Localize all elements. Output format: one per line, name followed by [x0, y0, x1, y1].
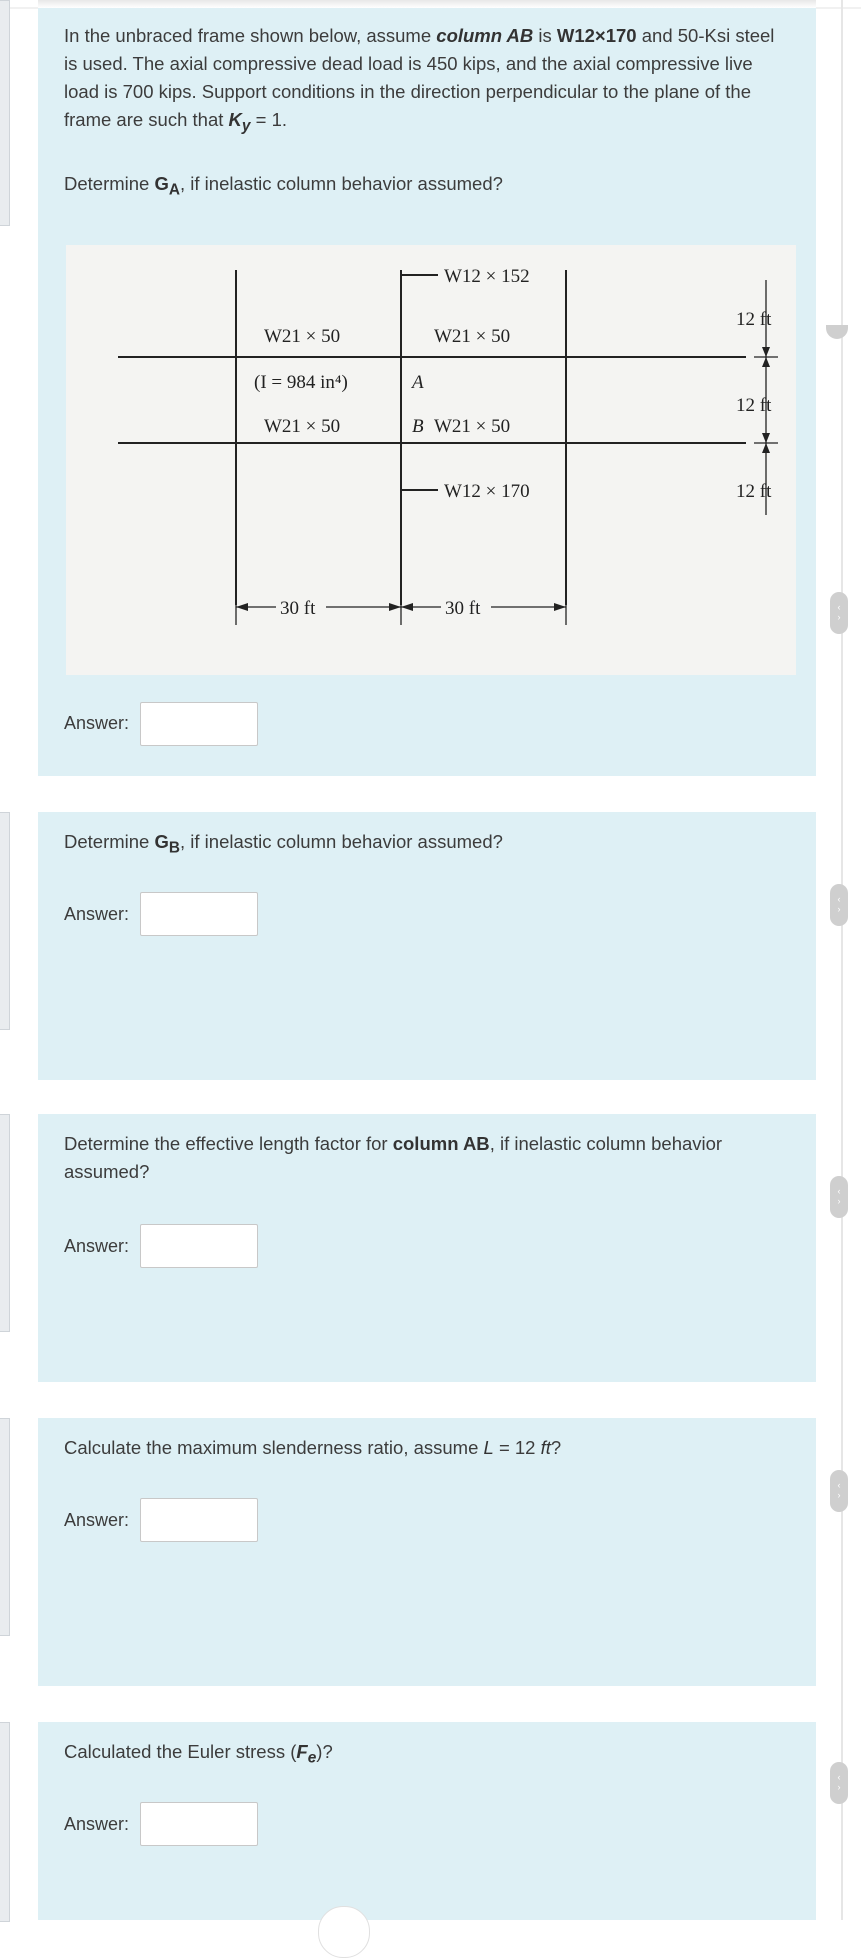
intro-text: = 1.	[250, 109, 287, 130]
label-height-mid: 12 ft	[736, 395, 772, 416]
prompt-text: Determine	[64, 173, 155, 194]
answer-input-euler[interactable]	[140, 1802, 258, 1846]
question-card-4	[38, 1418, 816, 1686]
left-panel-tab	[0, 1114, 10, 1332]
side-handle[interactable]	[826, 325, 848, 339]
label-height-top: 12 ft	[736, 309, 772, 330]
answer-input-gb[interactable]	[140, 892, 258, 936]
prompt-g: G	[154, 831, 169, 852]
prompt-text: , if inelastic column behavior assumed?	[180, 173, 503, 194]
prompt-l: L	[483, 1437, 494, 1458]
answer-input-slenderness[interactable]	[140, 1498, 258, 1542]
question-3-prompt	[64, 1130, 784, 1186]
intro-text: In the unbraced frame shown below, assume	[64, 25, 437, 46]
label-joint-b: B	[412, 416, 424, 437]
question-4-prompt	[64, 1434, 784, 1462]
prompt-f-sub: e	[307, 1749, 317, 1767]
label-height-bottom: 12 ft	[736, 481, 772, 502]
question-1-prompt	[64, 170, 784, 205]
prompt-column: column AB	[392, 1133, 490, 1154]
header-shadow	[38, 0, 816, 8]
intro-column: column AB	[436, 25, 534, 46]
prompt-g: G	[154, 173, 169, 194]
label-inertia: (I = 984 in⁴)	[254, 372, 348, 393]
answer-input-k[interactable]	[140, 1224, 258, 1268]
intro-text: and 50-Ksi steel is used. The axial compressive dead load is 450 kips, and the axial compressive live load is 700 kips. Support conditions in the direction perpendicular to the plane of the frame are such that	[64, 25, 775, 130]
intro-k-sub: y	[241, 117, 251, 135]
prompt-text: , if inelastic column behavior assumed?	[180, 831, 503, 852]
scroll-thumb[interactable]: ‹ ›	[830, 1470, 848, 1512]
frame-figure	[66, 245, 796, 675]
label-col-top: W12 × 152	[444, 266, 530, 287]
intro-text: is	[533, 25, 557, 46]
prompt-f: F	[296, 1741, 308, 1762]
answer-label: Answer:	[64, 904, 130, 924]
label-beam-top-right: W21 × 50	[434, 326, 511, 347]
label-beam-top-left: W21 × 50	[264, 326, 341, 347]
left-panel-tab	[0, 1418, 10, 1636]
scroll-rail	[841, 0, 843, 1920]
label-span-right: 30 ft	[445, 598, 481, 619]
question-2-prompt	[64, 828, 784, 863]
question-1-intro	[64, 22, 784, 141]
question-card-1	[38, 8, 816, 776]
floating-home-button[interactable]	[318, 1906, 370, 1958]
answer-input-ga[interactable]	[140, 702, 258, 746]
answer-label: Answer:	[64, 713, 130, 733]
prompt-g-sub: B	[168, 839, 181, 857]
answer-label: Answer:	[64, 1510, 130, 1530]
label-span-left: 30 ft	[280, 598, 316, 619]
scroll-thumb[interactable]: ‹ ›	[830, 592, 848, 634]
label-beam-mid-right: W21 × 50	[434, 416, 511, 437]
label-beam-mid-left: W21 × 50	[264, 416, 341, 437]
prompt-text: Determine	[64, 831, 155, 852]
scroll-thumb[interactable]: ‹ ›	[830, 1762, 848, 1804]
prompt-g-sub: A	[168, 181, 181, 199]
left-panel-tab	[0, 0, 10, 226]
prompt-text: Calculated the Euler stress (	[64, 1741, 297, 1762]
prompt-unit: ft	[540, 1437, 551, 1458]
question-5-prompt	[64, 1738, 784, 1773]
label-col-bottom: W12 × 170	[444, 481, 530, 502]
intro-k: K	[228, 109, 242, 130]
scroll-thumb[interactable]: ‹ ›	[830, 1176, 848, 1218]
question-card-3	[38, 1114, 816, 1382]
prompt-text: )?	[316, 1741, 333, 1762]
prompt-text: Determine the effective length factor for	[64, 1133, 393, 1154]
prompt-text: = 12	[493, 1437, 541, 1458]
frame-diagram	[66, 245, 796, 675]
left-panel-tab	[0, 1722, 10, 1922]
left-panel-tab	[0, 812, 10, 1030]
prompt-text: , if inelastic column behavior assumed?	[64, 1133, 723, 1182]
intro-section: W12×170	[556, 25, 637, 46]
label-joint-a: A	[412, 372, 424, 393]
question-card-2	[38, 812, 816, 1080]
answer-label: Answer:	[64, 1814, 130, 1834]
answer-label: Answer:	[64, 1236, 130, 1256]
scroll-thumb[interactable]: ‹ ›	[830, 884, 848, 926]
prompt-text: Calculate the maximum slenderness ratio, assume	[64, 1437, 484, 1458]
prompt-text: ?	[550, 1437, 562, 1458]
question-card-5	[38, 1722, 816, 1920]
